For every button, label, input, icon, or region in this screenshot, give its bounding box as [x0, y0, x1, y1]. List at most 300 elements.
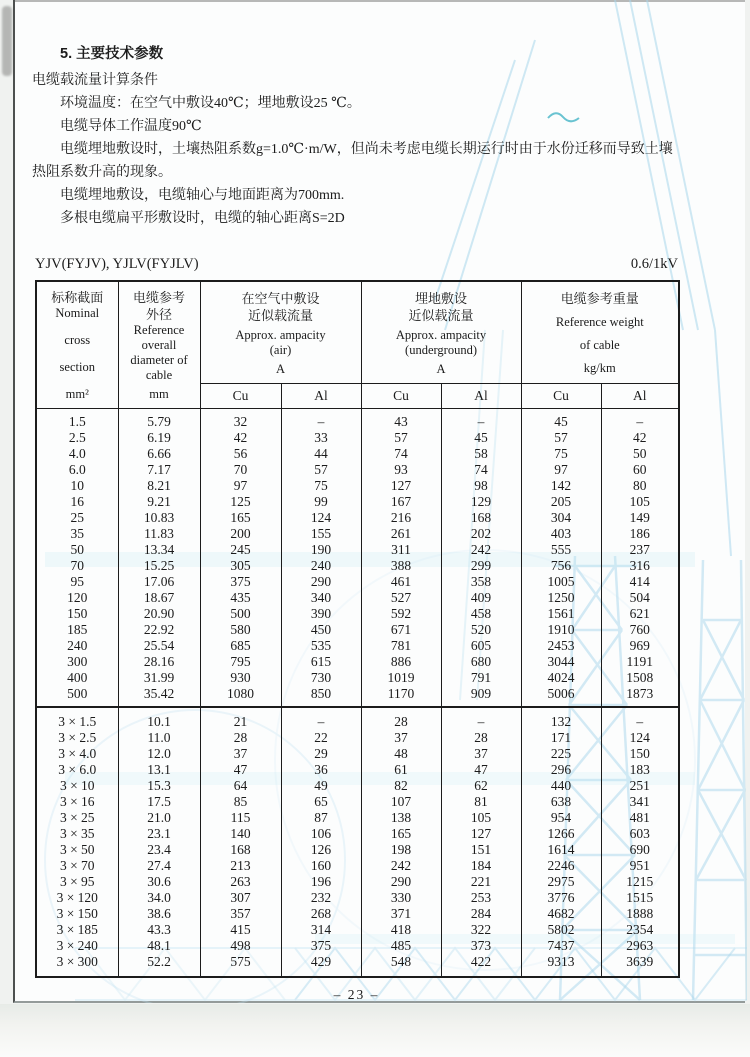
table-cell: – — [601, 707, 679, 730]
table-cell: 45 — [441, 430, 521, 446]
header-unit: A — [436, 361, 446, 376]
table-cell: 481 — [601, 810, 679, 826]
page-content — [15, 0, 680, 1003]
voltage-rating-label: 0.6/1kV — [630, 256, 678, 272]
table-cell: 149 — [601, 510, 679, 526]
table-cell: 183 — [601, 762, 679, 778]
subheader-al-air: Al — [281, 384, 361, 409]
table-cell: 127 — [361, 478, 441, 494]
table-cell: 2354 — [601, 922, 679, 938]
table-cell: 1.5 — [36, 409, 118, 431]
header-ampacity-air — [200, 281, 361, 384]
intro-line-5: 电缆埋地敷设，电缆轴心与地面距离为700mm. — [60, 188, 345, 203]
table-cell: 535 — [281, 638, 361, 654]
intro-line-2: 环境温度：在空气中敷设40℃；埋地敷设25 ℃。 — [60, 96, 361, 111]
table-cell: 314 — [281, 922, 361, 938]
table-cell: 638 — [521, 794, 601, 810]
table-cell: 284 — [441, 906, 521, 922]
table-cell: 485 — [361, 938, 441, 954]
table-row — [36, 606, 679, 622]
table-cell: 3 × 70 — [36, 858, 118, 874]
table-cell: 461 — [361, 574, 441, 590]
table-cell: 268 — [281, 906, 361, 922]
table-cell: – — [281, 409, 361, 431]
table-cell: 242 — [441, 542, 521, 558]
table-cell: 1910 — [521, 622, 601, 638]
table-cell: 341 — [601, 794, 679, 810]
table-cell: 50 — [601, 446, 679, 462]
table-cell: 3 × 50 — [36, 842, 118, 858]
table-cell: 390 — [281, 606, 361, 622]
table-cell: 190 — [281, 542, 361, 558]
header-text: 在空气中敷设 — [241, 290, 320, 306]
table-row — [36, 810, 679, 826]
table-cell: 322 — [441, 922, 521, 938]
table-cell: 106 — [281, 826, 361, 842]
table-cell: 1873 — [601, 686, 679, 707]
table-cell: 2963 — [601, 938, 679, 954]
table-cell: 1080 — [200, 686, 281, 707]
table-cell: 97 — [200, 478, 281, 494]
table-cell: 795 — [200, 654, 281, 670]
table-cell: 20.90 — [118, 606, 200, 622]
table-cell: 1508 — [601, 670, 679, 686]
table-cell: 500 — [200, 606, 281, 622]
table-row — [36, 730, 679, 746]
table-cell: 357 — [200, 906, 281, 922]
table-cell: 48 — [361, 746, 441, 762]
table-cell: 305 — [200, 558, 281, 574]
table-cell: 240 — [281, 558, 361, 574]
table-cell: 115 — [200, 810, 281, 826]
table-cell: 129 — [441, 494, 521, 510]
table-cell: 48.1 — [118, 938, 200, 954]
table-cell: 4682 — [521, 906, 601, 922]
header-ampacity-underground — [361, 281, 521, 384]
table-cell: 4024 — [521, 670, 601, 686]
table-cell: 25.54 — [118, 638, 200, 654]
header-text: cross — [64, 333, 91, 347]
table-cell: 160 — [281, 858, 361, 874]
table-row — [36, 874, 679, 890]
header-unit: A — [275, 361, 286, 376]
table-cell: 35 — [36, 526, 118, 542]
table-row — [36, 462, 679, 478]
table-cell: 409 — [441, 590, 521, 606]
table-cell: 520 — [441, 622, 521, 638]
table-cell: 11.83 — [118, 526, 200, 542]
table-cell: 3 × 185 — [36, 922, 118, 938]
table-cell: 371 — [361, 906, 441, 922]
table-cell: 18.67 — [118, 590, 200, 606]
table-cell: 307 — [200, 890, 281, 906]
table-cell: 22 — [281, 730, 361, 746]
table-cell: 9313 — [521, 954, 601, 977]
table-cell: 4.0 — [36, 446, 118, 462]
table-cell: 43.3 — [118, 922, 200, 938]
table-cell: 202 — [441, 526, 521, 542]
table-row — [36, 778, 679, 794]
header-text: Reference overall diameter of cable — [130, 323, 188, 382]
table-cell: 95 — [36, 574, 118, 590]
header-nominal-cross-section — [36, 281, 118, 409]
table-cell: 56 — [200, 446, 281, 462]
intro-line-6: 多根电缆扁平形敷设时，电缆的轴心距离S=2D — [60, 211, 345, 226]
table-cell: 1614 — [521, 842, 601, 858]
table-cell: 97 — [521, 462, 601, 478]
table-cell: 42 — [601, 430, 679, 446]
table-cell: 10.83 — [118, 510, 200, 526]
table-cell: 1888 — [601, 906, 679, 922]
table-cell: 422 — [441, 954, 521, 977]
header-text: 近似载流量 — [408, 307, 474, 323]
table-cell: 290 — [281, 574, 361, 590]
table-cell: 33 — [281, 430, 361, 446]
table-cell: 13.1 — [118, 762, 200, 778]
table-cell: 57 — [361, 430, 441, 446]
table-cell: 57 — [521, 430, 601, 446]
table-cell: 82 — [361, 778, 441, 794]
table-cell: 42 — [200, 430, 281, 446]
table-cell: 930 — [200, 670, 281, 686]
table-cell: 15.25 — [118, 558, 200, 574]
table-cell: 886 — [361, 654, 441, 670]
table-cell: 49 — [281, 778, 361, 794]
section-heading: 5. 主要技术参数 — [60, 46, 164, 62]
table-cell: 7.17 — [118, 462, 200, 478]
table-cell: 74 — [361, 446, 441, 462]
table-cell: 16 — [36, 494, 118, 510]
table-cell: 150 — [36, 606, 118, 622]
table-cell: 3 × 25 — [36, 810, 118, 826]
table-cell: 615 — [281, 654, 361, 670]
table-cell: 3 × 4.0 — [36, 746, 118, 762]
table-cell: 57 — [281, 462, 361, 478]
table-cell: 3 × 6.0 — [36, 762, 118, 778]
table-cell: 621 — [601, 606, 679, 622]
table-cell: 221 — [441, 874, 521, 890]
table-row — [36, 478, 679, 494]
table-cell: 34.0 — [118, 890, 200, 906]
table-cell: 1019 — [361, 670, 441, 686]
table-cell: 38.6 — [118, 906, 200, 922]
table-cell: 65 — [281, 794, 361, 810]
table-cell: 603 — [601, 826, 679, 842]
table-cell: 124 — [281, 510, 361, 526]
table-cell: 951 — [601, 858, 679, 874]
header-text: of cable — [579, 338, 620, 353]
header-text: (air) — [269, 342, 292, 357]
table-cell: 375 — [281, 938, 361, 954]
subheader-al-weight: Al — [601, 384, 679, 409]
table-cell: 28.16 — [118, 654, 200, 670]
table-row — [36, 542, 679, 558]
table-cell: 340 — [281, 590, 361, 606]
page-number: – 23 – — [333, 987, 380, 1002]
table-cell: 75 — [281, 478, 361, 494]
table-cell: 5006 — [521, 686, 601, 707]
table-cell: 44 — [281, 446, 361, 462]
table-cell: 760 — [601, 622, 679, 638]
table-cell: 500 — [36, 686, 118, 707]
table-cell: 171 — [521, 730, 601, 746]
table-cell: 127 — [441, 826, 521, 842]
header-text: 标称截面 — [51, 290, 104, 305]
table-cell: 680 — [441, 654, 521, 670]
table-cell: 403 — [521, 526, 601, 542]
table-cell: 47 — [441, 762, 521, 778]
table-cell: 21 — [200, 707, 281, 730]
table-cell: 22.92 — [118, 622, 200, 638]
table-cell: 99 — [281, 494, 361, 510]
table-cell: 2453 — [521, 638, 601, 654]
cable-ampacity-table — [35, 280, 680, 978]
table-cell: 358 — [441, 574, 521, 590]
table-cell: 261 — [361, 526, 441, 542]
table-cell: 15.3 — [118, 778, 200, 794]
table-cell: 62 — [441, 778, 521, 794]
table-cell: 126 — [281, 842, 361, 858]
table-cell: 75 — [521, 446, 601, 462]
table-cell: 3 × 95 — [36, 874, 118, 890]
table-row — [36, 746, 679, 762]
table-cell: 2.5 — [36, 430, 118, 446]
table-cell: 1515 — [601, 890, 679, 906]
table-cell: 37 — [200, 746, 281, 762]
table-cell: 125 — [200, 494, 281, 510]
table-cell: 52.2 — [118, 954, 200, 977]
header-text: 近似载流量 — [248, 307, 314, 323]
table-row — [36, 686, 679, 707]
table-cell: 93 — [361, 462, 441, 478]
table-cell: 150 — [601, 746, 679, 762]
table-cell: 575 — [200, 954, 281, 977]
table-cell: 6.19 — [118, 430, 200, 446]
table-cell: 690 — [601, 842, 679, 858]
table-cell: 27.4 — [118, 858, 200, 874]
table-cell: 216 — [361, 510, 441, 526]
table-cell: 954 — [521, 810, 601, 826]
table-cell: 168 — [441, 510, 521, 526]
table-cell: 98 — [441, 478, 521, 494]
table-cell: 5.79 — [118, 409, 200, 431]
intro-line-4: 电缆埋地敷设时，土壤热阻系数g=1.0℃·m/W，但尚未考虑电缆长期运行时由于水份迁移而导致土壤热阻系数升高的现象。 — [32, 142, 673, 180]
table-cell: 3 × 2.5 — [36, 730, 118, 746]
table-cell: 87 — [281, 810, 361, 826]
table-cell: 1005 — [521, 574, 601, 590]
table-cell: 31.99 — [118, 670, 200, 686]
table-cell: 458 — [441, 606, 521, 622]
header-text: 电缆参考重量 — [560, 290, 639, 306]
table-cell: 200 — [200, 526, 281, 542]
table-cell: 1191 — [601, 654, 679, 670]
header-text: Nominal — [55, 306, 100, 320]
table-cell: 388 — [361, 558, 441, 574]
table-cell: 1250 — [521, 590, 601, 606]
table-cell: 58 — [441, 446, 521, 462]
table-cell: 429 — [281, 954, 361, 977]
table-cell: 330 — [361, 890, 441, 906]
subheader-cu-weight: Cu — [521, 384, 601, 409]
table-cell: 3 × 10 — [36, 778, 118, 794]
table-cell: 132 — [521, 707, 601, 730]
table-cell: 21.0 — [118, 810, 200, 826]
table-row — [36, 654, 679, 670]
table-cell: 105 — [601, 494, 679, 510]
table-row — [36, 858, 679, 874]
table-cell: 3 × 1.5 — [36, 707, 118, 730]
table-cell: 12.0 — [118, 746, 200, 762]
table-cell: 3 × 150 — [36, 906, 118, 922]
table-cell: 50 — [36, 542, 118, 558]
intro-line-3: 电缆导体工作温度90℃ — [60, 119, 202, 134]
table-cell: 107 — [361, 794, 441, 810]
table-cell: 61 — [361, 762, 441, 778]
three-core-rows — [36, 707, 679, 977]
table-cell: 70 — [36, 558, 118, 574]
table-row — [36, 409, 679, 431]
table-cell: 3639 — [601, 954, 679, 977]
table-cell: 196 — [281, 874, 361, 890]
header-text: 电缆参考外径 — [132, 290, 185, 322]
header-unit: mm — [149, 387, 169, 401]
table-cell: 23.1 — [118, 826, 200, 842]
single-core-rows — [36, 409, 679, 708]
table-cell: 671 — [361, 622, 441, 638]
table-cell: 155 — [281, 526, 361, 542]
table-cell: 232 — [281, 890, 361, 906]
table-cell: 11.0 — [118, 730, 200, 746]
table-cell: 185 — [36, 622, 118, 638]
table-cell: – — [601, 409, 679, 431]
table-cell: – — [441, 707, 521, 730]
table-cell: 3 × 16 — [36, 794, 118, 810]
table-cell: 142 — [521, 478, 601, 494]
table-cell: 28 — [200, 730, 281, 746]
table-cell: 138 — [361, 810, 441, 826]
table-cell: 3776 — [521, 890, 601, 906]
table-cell: 580 — [200, 622, 281, 638]
table-cell: 17.06 — [118, 574, 200, 590]
table-cell: 5802 — [521, 922, 601, 938]
table-cell: 30.6 — [118, 874, 200, 890]
table-cell: 81 — [441, 794, 521, 810]
table-caption-row — [35, 256, 678, 273]
table-cell: 253 — [441, 890, 521, 906]
table-cell: 165 — [200, 510, 281, 526]
table-row — [36, 922, 679, 938]
table-row — [36, 842, 679, 858]
table-cell: 3044 — [521, 654, 601, 670]
cable-type-label: YJV(FYJV), YJLV(FYJLV) — [35, 256, 199, 272]
subheader-al-underground: Al — [441, 384, 521, 409]
table-cell: 290 — [361, 874, 441, 890]
table-row — [36, 670, 679, 686]
table-cell: 151 — [441, 842, 521, 858]
table-cell: – — [281, 707, 361, 730]
table-cell: 47 — [200, 762, 281, 778]
table-cell: 120 — [36, 590, 118, 606]
table-cell: 592 — [361, 606, 441, 622]
table-cell: 28 — [441, 730, 521, 746]
table-row — [36, 574, 679, 590]
table-cell: 415 — [200, 922, 281, 938]
table-cell: 25 — [36, 510, 118, 526]
header-text: Approx. ampacity — [395, 327, 487, 342]
table-cell: 43 — [361, 409, 441, 431]
table-cell: 7437 — [521, 938, 601, 954]
intro-text — [32, 69, 680, 230]
table-cell: 165 — [361, 826, 441, 842]
table-cell: 373 — [441, 938, 521, 954]
table-cell: 791 — [441, 670, 521, 686]
table-cell: 400 — [36, 670, 118, 686]
table-row — [36, 762, 679, 778]
table-cell: 418 — [361, 922, 441, 938]
table-row — [36, 430, 679, 446]
table-cell: 1215 — [601, 874, 679, 890]
header-text: (underground) — [405, 342, 478, 357]
table-cell: 184 — [441, 858, 521, 874]
table-cell: 375 — [200, 574, 281, 590]
header-overall-diameter — [118, 281, 200, 409]
table-cell: 80 — [601, 478, 679, 494]
table-cell: 213 — [200, 858, 281, 874]
table-cell: 9.21 — [118, 494, 200, 510]
table-cell: – — [441, 409, 521, 431]
header-unit: kg/km — [583, 361, 616, 376]
table-cell: 450 — [281, 622, 361, 638]
table-cell: 10.1 — [118, 707, 200, 730]
table-cell: 414 — [601, 574, 679, 590]
table-cell: 1170 — [361, 686, 441, 707]
table-cell: 3 × 120 — [36, 890, 118, 906]
table-cell: 311 — [361, 542, 441, 558]
table-cell: 168 — [200, 842, 281, 858]
table-cell: 1561 — [521, 606, 601, 622]
table-cell: 35.42 — [118, 686, 200, 707]
table-cell: 29 — [281, 746, 361, 762]
table-cell: 6.66 — [118, 446, 200, 462]
table-cell: 1266 — [521, 826, 601, 842]
table-row — [36, 707, 679, 730]
table-cell: 60 — [601, 462, 679, 478]
table-cell: 850 — [281, 686, 361, 707]
table-cell: 240 — [36, 638, 118, 654]
header-text: Approx. ampacity — [235, 327, 326, 342]
table-cell: 23.4 — [118, 842, 200, 858]
table-cell: 756 — [521, 558, 601, 574]
table-cell: 527 — [361, 590, 441, 606]
table-cell: 36 — [281, 762, 361, 778]
table-cell: 781 — [361, 638, 441, 654]
table-cell: 3 × 240 — [36, 938, 118, 954]
table-cell: 730 — [281, 670, 361, 686]
table-cell: 969 — [601, 638, 679, 654]
subheader-cu-underground: Cu — [361, 384, 441, 409]
table-cell: 105 — [441, 810, 521, 826]
table-cell: 316 — [601, 558, 679, 574]
table-cell: 37 — [441, 746, 521, 762]
table-cell: 3 × 300 — [36, 954, 118, 977]
table-cell: 17.5 — [118, 794, 200, 810]
table-row — [36, 526, 679, 542]
table-cell: 242 — [361, 858, 441, 874]
table-cell: 300 — [36, 654, 118, 670]
table-cell: 2246 — [521, 858, 601, 874]
header-text: 埋地敷设 — [415, 290, 468, 306]
table-row — [36, 954, 679, 977]
